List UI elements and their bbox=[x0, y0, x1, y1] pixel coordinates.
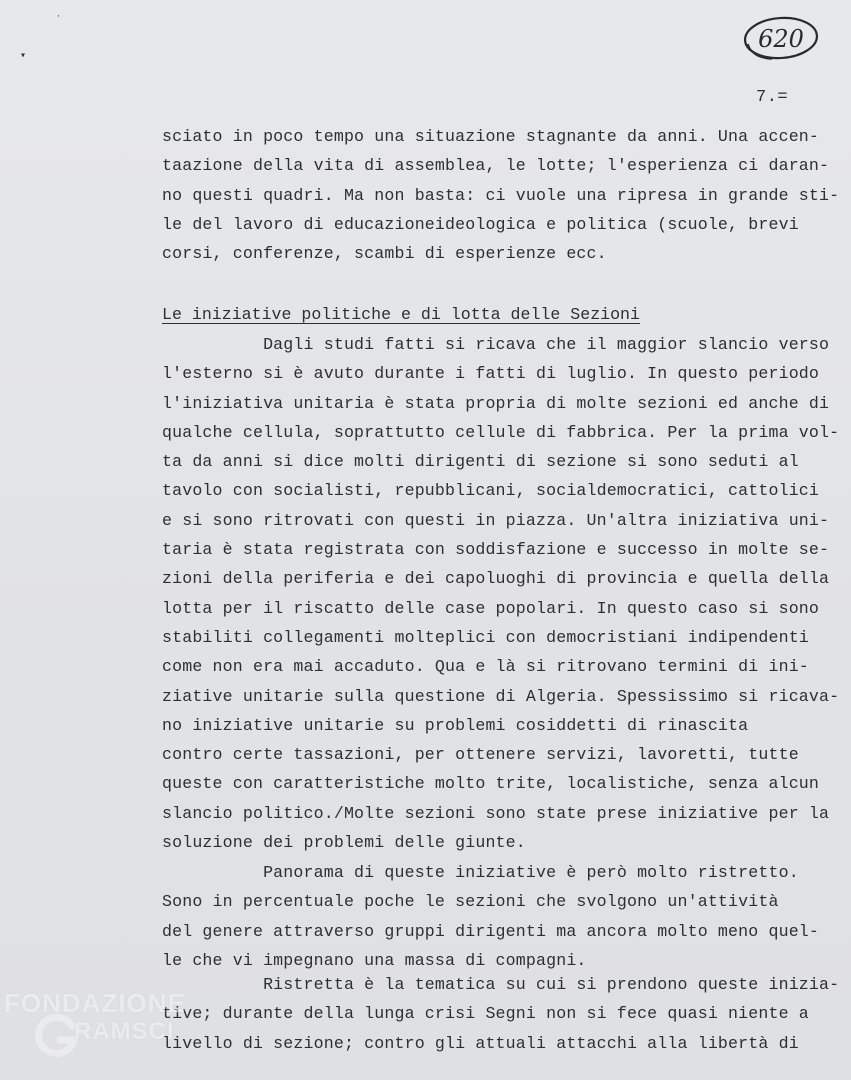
text-line: contro certe tassazioni, per ottenere servizi, lavoretti, tutte bbox=[162, 745, 799, 765]
paragraph-2 bbox=[162, 330, 842, 857]
text-line: slancio politico./Molte sezioni sono state prese iniziative per la bbox=[162, 803, 830, 823]
text-line: no iniziative unitarie su problemi cosiddetti di rinascita bbox=[162, 715, 749, 735]
text-line: come non era mai accaduto. Qua e là si ritrovano termini di ini- bbox=[162, 657, 809, 677]
text-line: soluzione dei problemi delle giunte. bbox=[162, 833, 526, 853]
text-line: Sono in percentuale poche le sezioni che svolgono un'attività bbox=[162, 892, 779, 912]
text-line: le che vi impegnano una massa di compagni. bbox=[162, 950, 587, 970]
page-stamp bbox=[742, 14, 820, 62]
text-line: no questi quadri. Ma non basta: ci vuole una ripresa in grande sti- bbox=[162, 185, 840, 205]
text-line: tive; durante della lunga crisi Segni non si fece quasi niente a bbox=[162, 1004, 809, 1024]
text-line: corsi, conferenze, scambi di esperienze ecc. bbox=[162, 244, 607, 264]
text-line: taria è stata registrata con soddisfazione e successo in molte se- bbox=[162, 540, 830, 560]
paragraph-1 bbox=[162, 122, 842, 268]
paragraph-4 bbox=[162, 970, 842, 1058]
text-line: l'iniziativa unitaria è stata propria di molte sezioni ed anche di bbox=[162, 393, 830, 413]
text-line: e si sono ritrovati con questi in piazza. Un'altra iniziativa uni- bbox=[162, 510, 830, 530]
text-line: Panorama di queste iniziative è però molto ristretto. bbox=[162, 863, 799, 882]
text-line: lotta per il riscatto delle case popolari. In questo caso si sono bbox=[162, 598, 820, 618]
text-line: tavolo con socialisti, repubblicani, socialdemocratici, cattolici bbox=[162, 481, 820, 501]
text-line: Ristretta è la tematica su cui si prendono queste inizia- bbox=[162, 975, 840, 994]
text-line: qualche cellula, soprattutto cellule di fabbrica. Per la prima vol- bbox=[162, 422, 840, 442]
text-line: livello di sezione; contro gli attuali attacchi alla libertà di bbox=[162, 1033, 799, 1053]
text-line: stabiliti collegamenti molteplici con democristiani indipendenti bbox=[162, 627, 809, 647]
text-line: le del lavoro di educazioneideologica e politica (scuole, brevi bbox=[162, 214, 799, 234]
text-line: Dagli studi fatti si ricava che il maggior slancio verso bbox=[162, 335, 830, 354]
paragraph-3 bbox=[162, 858, 842, 975]
watermark-line2: RAMSCI bbox=[74, 1018, 175, 1045]
text-line: ziative unitarie sulla questione di Algeria. Spessissimo si ricava- bbox=[162, 686, 840, 706]
page-number: 7.= bbox=[756, 88, 789, 107]
text-line: sciato in poco tempo una situazione stagnante da anni. Una accen- bbox=[162, 127, 820, 146]
text-line: queste con caratteristiche molto trite, localistiche, senza alcun bbox=[162, 774, 820, 794]
handwritten-circle-icon bbox=[742, 14, 820, 62]
corner-dot: · bbox=[56, 12, 61, 21]
watermark-line1: FONDAZIONE bbox=[4, 988, 186, 1018]
text-line: del genere attraverso gruppi dirigenti ma ancora molto meno quel- bbox=[162, 921, 820, 941]
text-line: ta da anni si dice molti dirigenti di sezione si sono seduti al bbox=[162, 452, 799, 472]
fondazione-gramsci-watermark bbox=[4, 986, 224, 1076]
corner-arrow-icon: ▾ bbox=[20, 51, 27, 62]
text-line: l'esterno si è avuto durante i fatti di luglio. In questo periodo bbox=[162, 364, 820, 384]
text-line: zioni della periferia e dei capoluoghi di provincia e quella della bbox=[162, 569, 830, 589]
stamp-number: 620 bbox=[758, 25, 804, 53]
section-title: Le iniziative politiche e di lotta delle Sezioni bbox=[162, 305, 640, 324]
text-line: taazione della vita di assemblea, le lotte; l'esperienza ci daran- bbox=[162, 156, 830, 176]
